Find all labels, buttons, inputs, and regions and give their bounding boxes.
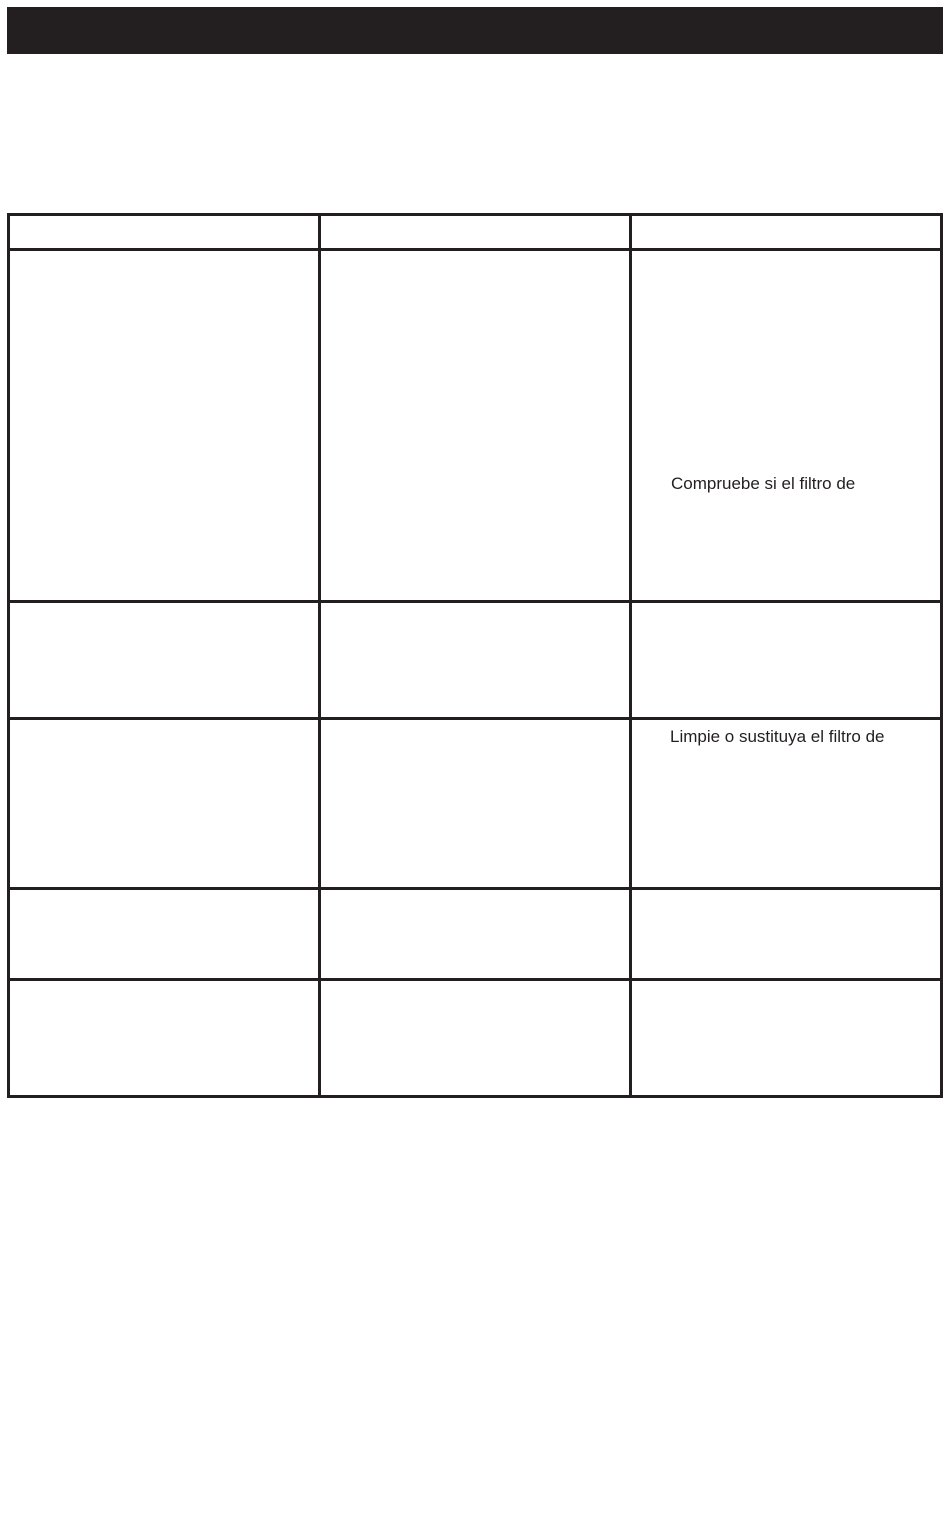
table-column-rule [318,213,321,1098]
table-border-right [940,213,943,1098]
table-cell-text: Limpie o sustituya el filtro de [670,727,885,746]
header-bar [7,7,943,54]
table-cell-text: Compruebe si el filtro de [671,474,856,493]
table-header-rule [7,248,943,251]
table-border-left [7,213,10,1098]
troubleshooting-table [7,213,943,1098]
table-border-top [7,213,943,216]
table-border-bottom [7,1095,943,1098]
table-row-rule [7,717,943,720]
table-row-rule [7,600,943,603]
table-row-rule [7,887,943,890]
table-row-rule [7,978,943,981]
table-column-rule [629,213,632,1098]
